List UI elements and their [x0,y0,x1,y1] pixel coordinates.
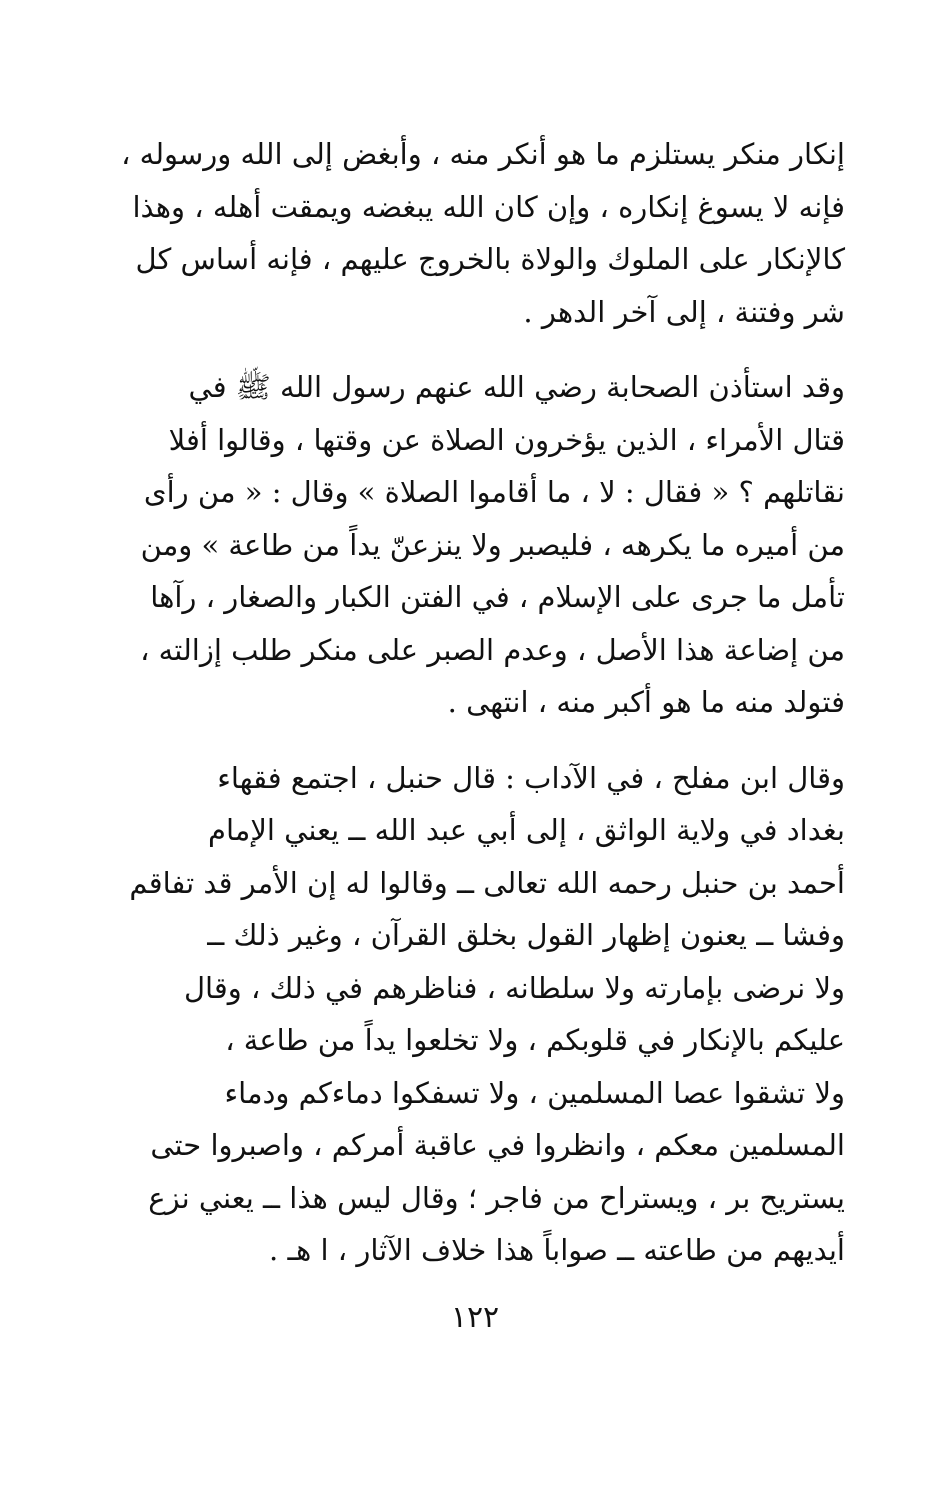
text-line: وقد استأذن الصحابة رضي الله عنهم رسول الله ﷺ في [188,370,845,404]
text-line: كالإنكار على الملوك والولاة بالخروج عليهم ، فإنه أساس كل [135,242,845,276]
text-line: فتولد منه ما هو أكبر منه ، انتهى . [447,685,845,719]
text-line: قتال الأمراء ، الذين يؤخرون الصلاة عن وقتها ، وقالوا أفلا [168,422,845,457]
text-line: ولا نرضى بإمارته ولا سلطانه ، فناظرهم في ذلك ، وقال [183,970,845,1005]
text-line: نقاتلهم ؟ « فقال : لا ، ما أقاموا الصلاة » وقال : « من رأى [143,475,845,509]
text-line: فإنه لا يسوغ إنكاره ، وإن كان الله يبغضه ويمقت أهله ، وهذا [132,189,845,224]
text-line: عليكم بالإنكار في قلوبكم ، ولا تخلعوا يداً من طاعة ، [225,1023,845,1057]
text-line: من أميره ما يكرهه ، فليصبر ولا ينزعنّ يداً من طاعة » ومن [140,527,845,562]
text-line: وقال ابن مفلح ، في الآداب : قال حنبل ، اجتمع فقهاء [217,760,845,795]
text-line: من إضاعة هذا الأصل ، وعدم الصبر على منكر طلب إزالته ، [140,632,845,667]
paragraph-spacer [100,338,845,361]
text-line: ولا تشقوا عصا المسلمين ، ولا تسفكوا دماءكم ودماء [224,1075,845,1110]
body-text [100,128,845,1277]
text-line: أحمد بن حنبل رحمه الله تعالى ــ وقالوا له إن الأمر قد تفاقم [129,865,845,900]
paragraph-2 [100,361,845,729]
text-line: يستريح بر ، ويستراح من فاجر ؛ وقال ليس هذا ــ يعني نزع [148,1180,845,1215]
text-line: أيديهم من طاعته ــ صواباً هذا خلاف الآثار ، ا هـ . [269,1233,845,1267]
text-line: المسلمين معكم ، وانظروا في عاقبة أمركم ، واصبروا حتى [150,1128,845,1162]
text-line: شر وفتنة ، إلى آخر الدهر . [523,294,845,329]
text-line: إنكار منكر يستلزم ما هو أنكر منه ، وأبغض إلى الله ورسوله ، [121,137,845,171]
text-line: بغداد في ولاية الواثق ، إلى أبي عبد الله ــ يعني الإمام [208,813,845,847]
paragraph-1 [100,128,845,338]
paragraph-3 [100,752,845,1277]
text-line: تأمل ما جرى على الإسلام ، في الفتن الكبار والصغار ، رآها [150,580,845,614]
text-line: وفشا ــ يعنون إظهار القول بخلق القرآن ، وغير ذلك ــ [207,918,845,952]
page-number: ١٢٢ [450,1300,500,1335]
paragraph-spacer [100,729,845,752]
